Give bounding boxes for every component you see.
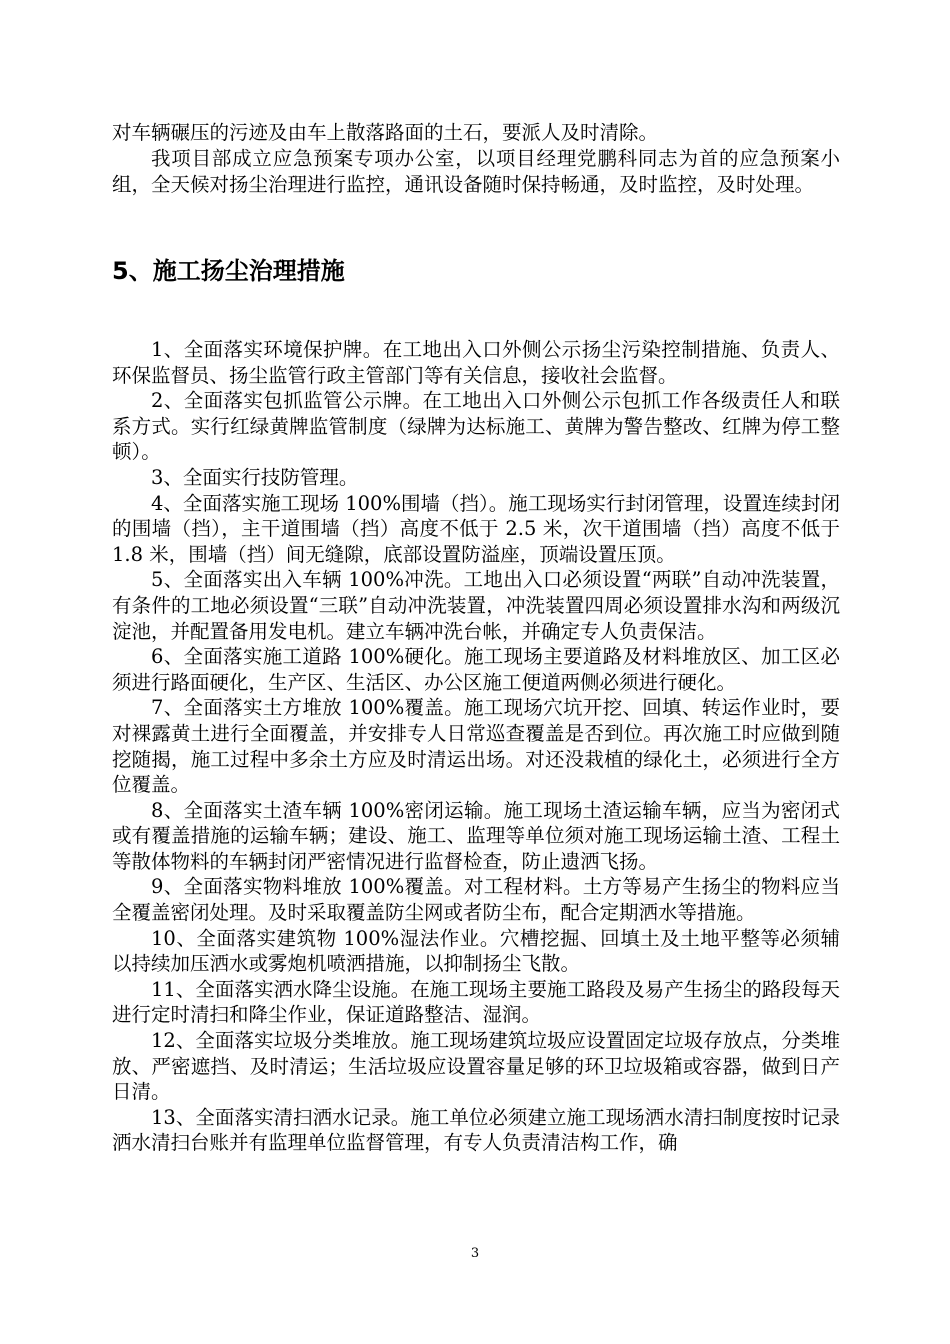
list-item: 11、全面落实洒水降尘设施。在施工现场主要施工路段及易产生扬尘的路段每天进行定时清扫和降尘作业，保证道路整洁、湿润。	[112, 977, 840, 1027]
page-number: 3	[470, 1246, 480, 1261]
list-item: 8、全面落实土渣车辆 100%密闭运输。施工现场土渣运输车辆，应当为密闭式或有覆盖措施的运输车辆；建设、施工、监理等单位须对施工现场运输土渣、工程土等散体物料的车辆封闭严密情况进行监督检查，防止遗洒飞扬。	[112, 798, 840, 873]
list-item: 2、全面落实包抓监管公示牌。在工地出入口外侧公示包抓工作各级责任人和联系方式。实行红绿黄牌监管制度（绿牌为达标施工、黄牌为警告整改、红牌为停工整顿）。	[112, 389, 840, 464]
list-item: 4、全面落实施工现场 100%围墙（挡）。施工现场实行封闭管理，设置连续封闭的围墙（挡），主干道围墙（挡）高度不低于 2.5 米，次干道围墙（挡）高度不低于 1.8 米，围墙（挡）间无缝隙，底部设置防溢座，顶端设置压顶。	[112, 491, 840, 566]
list-item: 6、全面落实施工道路 100%硬化。施工现场主要道路及材料堆放区、加工区必须进行路面硬化，生产区、生活区、办公区施工便道两侧必须进行硬化。	[112, 645, 840, 694]
list-item: 7、全面落实土方堆放 100%覆盖。施工现场穴坑开挖、回填、转运作业时，要对裸露黄土进行全面覆盖，并安排专人日常巡查覆盖是否到位。再次施工时应做到随挖随揭，施工过程中多余土方应及时清运出场。对还没栽植的绿化土，必须进行全方位覆盖。	[112, 696, 840, 797]
intro-section	[112, 120, 840, 198]
list-item: 9、全面落实物料堆放 100%覆盖。对工程材料。土方等易产生扬尘的物料应当全覆盖密闭处理。及时采取覆盖防尘网或者防尘布，配合定期洒水等措施。	[112, 875, 840, 925]
section-heading: 5、施工扬尘治理措施	[112, 257, 345, 285]
list-item: 1、全面落实环境保护牌。在工地出入口外侧公示扬尘污染控制措施、负责人、环保监督员、扬尘监管行政主管部门等有关信息，接收社会监督。	[112, 338, 840, 387]
intro-paragraph-2: 我项目部成立应急预案专项办公室，以项目经理党鹏科同志为首的应急预案小组，全天候对扬尘治理进行监控，通讯设备随时保持畅通，及时监控，及时处理。	[112, 147, 840, 196]
intro-paragraph-1: 对车辆碾压的污迹及由车上散落路面的土石，要派人及时清除。	[112, 121, 659, 144]
list-item: 10、全面落实建筑物 100%湿法作业。穴槽挖掘、回填土及土地平整等必须辅以持续加压洒水或雾炮机喷洒措施，以抑制扬尘飞散。	[112, 926, 840, 976]
list-item: 5、全面落实出入车辆 100%冲洗。工地出入口必须设置“两联”自动冲洗装置，有条件的工地必须设置“三联”自动冲洗装置，冲洗装置四周必须设置排水沟和两级沉淀池，并配置备用发电机。建立车辆冲洗台帐，并确定专人负责保洁。	[112, 568, 840, 643]
measures-list	[112, 337, 840, 1156]
list-item: 3、全面实行技防管理。	[151, 465, 359, 489]
list-item: 12、全面落实垃圾分类堆放。施工现场建筑垃圾应设置固定垃圾存放点，分类堆放、严密遮挡、及时清运；生活垃圾应设置容量足够的环卫垃圾箱或容器，做到日产日清。	[112, 1029, 840, 1104]
list-item: 13、全面落实清扫洒水记录。施工单位必须建立施工现场洒水清扫制度按时记录洒水清扫台账并有监理单位监督管理，有专人负责清洁构工作，确	[112, 1105, 840, 1155]
